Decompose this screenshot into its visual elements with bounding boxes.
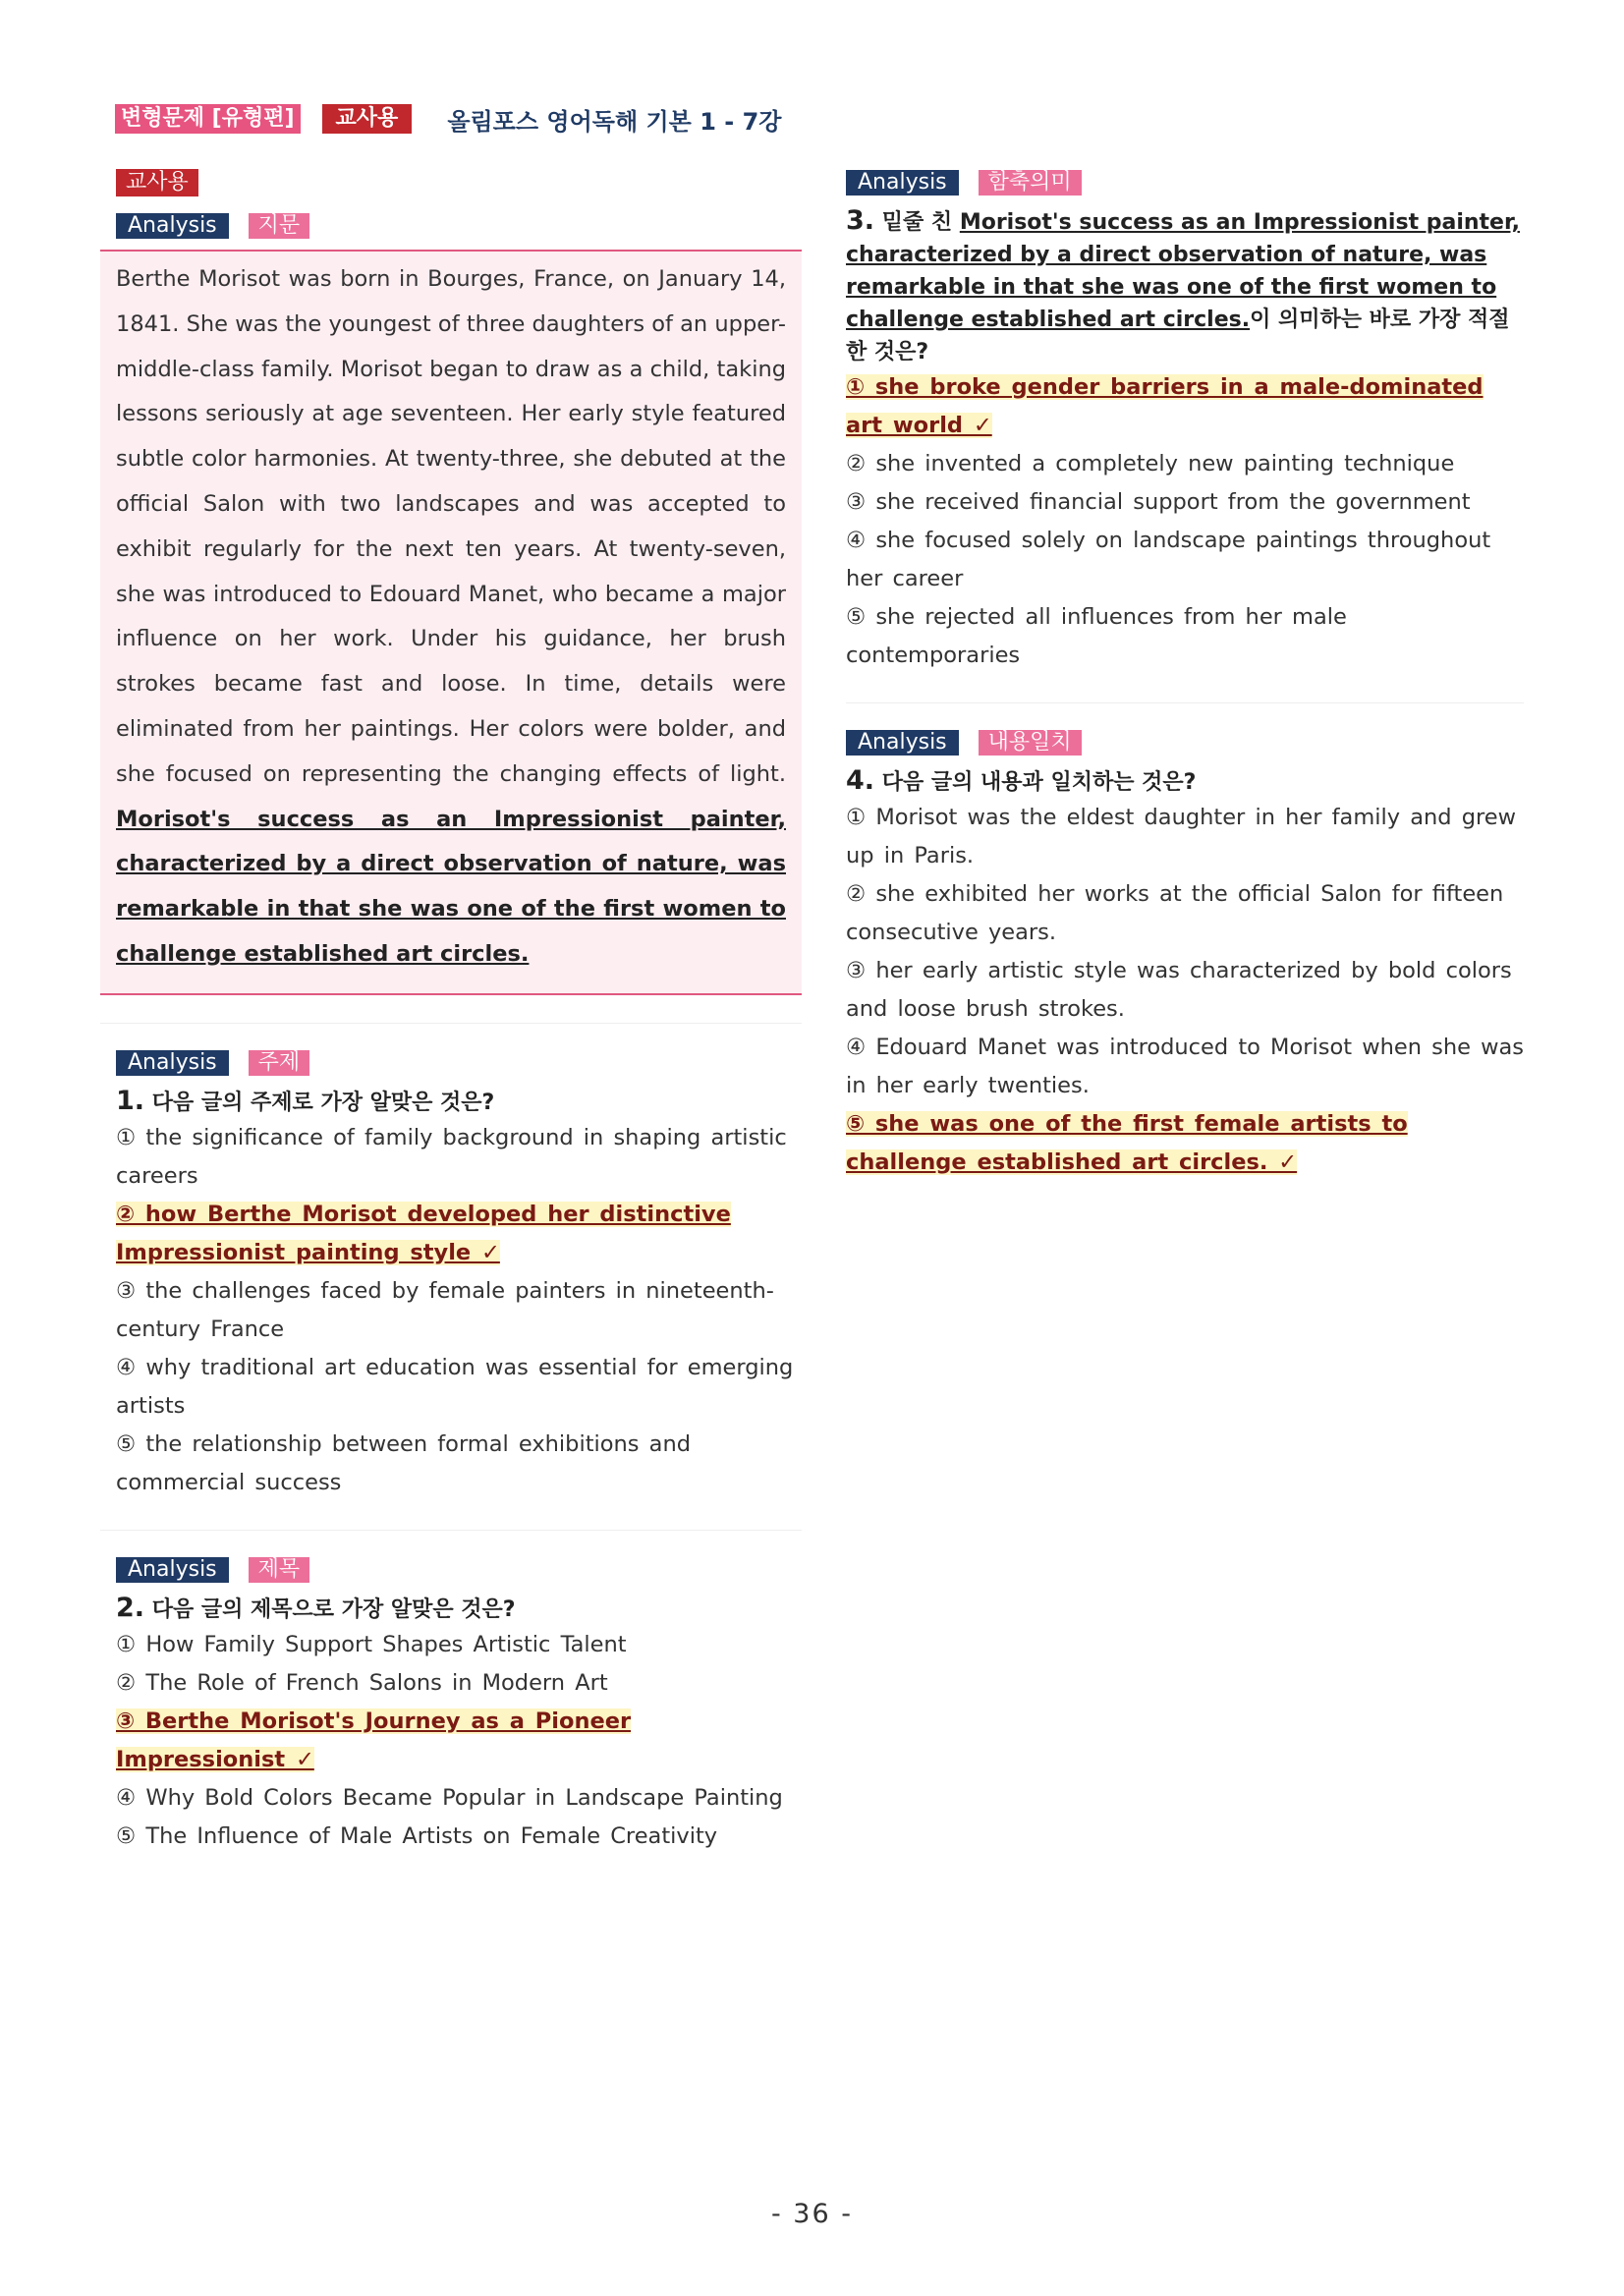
question-3 [846,169,1524,675]
left-column [100,169,802,1856]
page-header [115,102,781,136]
question-1 [100,1049,802,1502]
q1-option-2-correct: ② how Berthe Morisot developed her distinctive Impressionist painting style ✓ [116,1201,731,1265]
q4-type-label: 내용일치 [979,730,1082,756]
divider [846,702,1524,703]
q1-label-row [116,1049,802,1077]
q3-stem [846,204,1524,368]
q3-label-row [846,169,1524,196]
q1-stem [116,1085,802,1119]
q2-label-row [116,1556,802,1584]
q4-option-5-correct: ⑤ she was one of the first female artists to challenge established art circles. ✓ [846,1111,1408,1175]
q1-text: 다음 글의 주제로 가장 알맞은 것은? [151,1090,495,1115]
q2-number: 2. [116,1592,145,1623]
passage-box [100,250,802,995]
q4-label-row [846,729,1524,756]
q4-number: 4. [846,765,875,796]
q2-text: 다음 글의 제목으로 가장 알맞은 것은? [151,1596,516,1622]
analysis-label: Analysis [116,1050,229,1076]
q3-option-1-correct: ① she broke gender barriers in a male-dominated art world ✓ [846,374,1484,438]
q3-option-4: ④ she focused solely on landscape paintings throughout her career [846,528,1491,591]
q4-option-2: ② she exhibited her works at the official Salon for fifteen consecutive years. [846,881,1504,945]
q3-option-3: ③ she received financial support from the government [846,489,1471,515]
q3-number: 3. [846,205,875,236]
passage-text [116,257,786,978]
q2-option-2: ② The Role of French Salons in Modern Art [116,1669,608,1696]
q3-option-5: ⑤ she rejected all influences from her male contemporaries [846,604,1347,668]
q1-type-label: 주제 [249,1050,310,1076]
passage-label-row [116,212,802,240]
question-2 [100,1556,802,1856]
q1-option-3: ③ the challenges faced by female painters in nineteenth-century France [116,1277,774,1342]
teacher-edition-tag: 교사용 [322,104,413,134]
q2-stem [116,1592,802,1626]
analysis-label: Analysis [846,170,959,196]
analysis-label: Analysis [846,730,959,756]
passage-plain-text: Berthe Morisot was born in Bourges, France, on January 14, 1841. She was the youngest of three daughters of an upper-middle-class family. Morisot began to draw as a child, taking lessons seriously at age seventeen. Her early style featured subtle color harmonies. At twenty-three, she debuted at the official Salon with two landscapes and was accepted to exhibit regularly for the next ten years. At twenty-seven, she was introduced to Edouard Manet, who became a major influence on her work. Under his guidance, her brush strokes became fast and loose. In time, details were eliminated from her paintings. Her colors were bolder, and she focused on representing the changing effects of light. [116,266,786,787]
q2-option-3-correct: ③ Berthe Morisot's Journey as a Pioneer Impressionist ✓ [116,1708,632,1772]
q2-option-1: ① How Family Support Shapes Artistic Talent [116,1631,627,1657]
analysis-label: Analysis [116,1557,229,1583]
q4-text: 다음 글의 내용과 일치하는 것은? [881,770,1197,795]
q4-option-4: ④ Edouard Manet was introduced to Morisot when she was in her early twenties. [846,1035,1525,1098]
q3-suffix: 이 의미하는 바로 가장 적절한 것은? [846,308,1510,364]
divider [100,1530,802,1531]
q2-type-label: 제목 [249,1557,310,1583]
q3-prefix: 밑줄 친 [881,210,953,235]
book-title: 올림포스 영어독해 기본 1 - 7강 [447,107,782,136]
passage-section [100,169,802,995]
analysis-label: Analysis [116,213,229,239]
q4-option-1: ① Morisot was the eldest daughter in her family and grew up in Paris. [846,805,1516,868]
q2-option-5: ⑤ The Influence of Male Artists on Female Creativity [116,1822,718,1849]
page-number: - 36 - [770,2199,853,2229]
teacher-label: 교사용 [116,169,198,196]
right-column [846,169,1524,1182]
q1-option-1: ① the significance of family background in shaping artistic careers [116,1124,787,1189]
q3-option-2: ② she invented a completely new painting technique [846,451,1455,476]
q1-number: 1. [116,1085,145,1116]
q4-stem [846,764,1524,799]
q4-option-3: ③ her early artistic style was characterized by bold colors and loose brush strokes. [846,958,1512,1022]
q3-underlined-phrase: Morisot's success as an Impressionist painter, characterized by a direct observation of nature, was remarkable in that she was one of the first women to challenge established art circles. [846,210,1520,332]
q2-option-4: ④ Why Bold Colors Became Popular in Landscape Painting [116,1784,783,1811]
passage-underlined-text: Morisot's success as an Impressionist painter, characterized by a direct observation of nature, was remarkable in that she was one of the first women to challenge established art circles. [116,806,786,967]
passage-type-label: 지문 [249,213,310,239]
q1-option-4: ④ why traditional art education was essential for emerging artists [116,1354,794,1419]
q1-option-5: ⑤ the relationship between formal exhibitions and commercial success [116,1430,692,1495]
variant-type-tag: 변형문제 [유형편] [115,104,301,134]
divider [100,1023,802,1024]
question-4 [846,729,1524,1182]
q3-type-label: 함축의미 [979,170,1082,196]
